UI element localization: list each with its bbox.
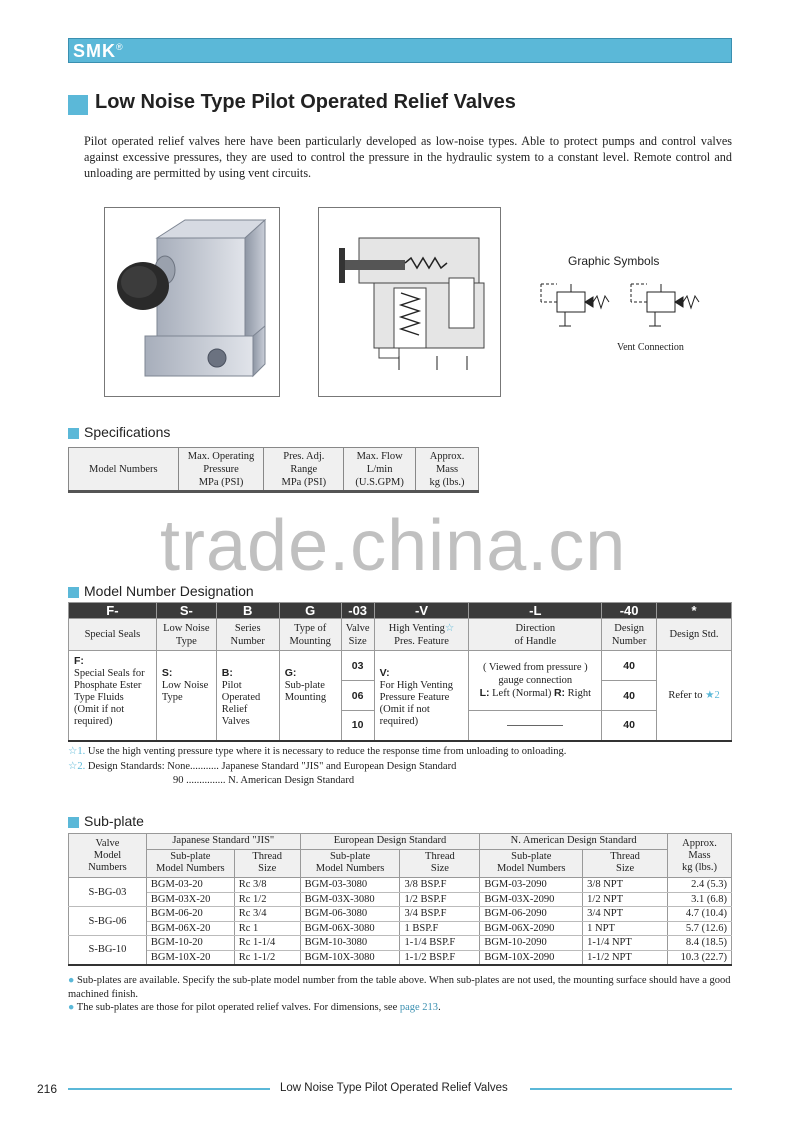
page-213-link[interactable]: page 213	[399, 1002, 439, 1013]
code-special-seals: F-	[69, 603, 157, 619]
hdr-na-model: Sub-plate Model Numbers	[480, 849, 583, 877]
subplate-marker	[68, 817, 79, 828]
design-number-3: 40	[602, 711, 657, 741]
subplate-table	[68, 833, 732, 966]
code-high-venting: -V	[374, 603, 469, 619]
footer-rule-left	[68, 1088, 270, 1090]
vent-connection-caption: Vent Connection	[617, 342, 684, 353]
design-number-1: 40	[602, 651, 657, 681]
hdr-low-noise: Low Noise Type	[156, 619, 216, 651]
graphic-symbols-title: Graphic Symbols	[568, 254, 660, 268]
cell-low-noise: S: Low Noise Type	[156, 651, 216, 741]
table-row: S-BG-06 BGM-06-20 Rc 3/4 BGM-06-3080 3/4 BSP.F BGM-06-2090 3/4 NPT 4.7 (10.4)	[69, 907, 732, 922]
hdr-design-number: Design Number	[602, 619, 657, 651]
hdr-handle: Direction of Handle	[469, 619, 602, 651]
hdr-eu-model: Sub-plate Model Numbers	[300, 849, 400, 877]
hdr-jis: Japanese Standard "JIS"	[146, 834, 300, 850]
hdr-valve-model: Valve Model Numbers	[69, 834, 147, 878]
specifications-heading: Specifications	[84, 424, 171, 440]
graphic-symbols-diagram	[535, 278, 715, 334]
watermark: trade.china.cn	[160, 506, 627, 586]
hdr-european: European Design Standard	[300, 834, 480, 850]
note-3: 90 ............... N. American Design Standard	[173, 775, 355, 786]
note-1: ☆1. Use the high venting pressure type where it is necessary to reduce the response time from unloading to onloading.	[68, 746, 567, 757]
cell-handle-none	[469, 711, 602, 741]
page-number: 216	[37, 1082, 58, 1096]
page-title: Low Noise Type Pilot Operated Relief Valves	[95, 91, 516, 113]
size-06: 06	[341, 681, 374, 711]
table-row: BGM-03X-20 Rc 1/2 BGM-03X-3080 1/2 BSP.F BGM-03X-2090 1/2 NPT 3.1 (6.8)	[69, 892, 732, 907]
subplate-note-1: ● Sub-plates are available. Specify the sub-plate model number from the table above. When sub-plates are not used, the mounting surface should have a good machined finish.	[68, 975, 731, 1000]
spec-col-mass: Approx. Mass kg (lbs.)	[416, 448, 479, 492]
code-design-number: -40	[602, 603, 657, 619]
hdr-valve-size: Valve Size	[341, 619, 374, 651]
spec-col-pres-range: Pres. Adj. Range MPa (PSI)	[264, 448, 344, 492]
size-10: 10	[341, 711, 374, 741]
section-drawing	[318, 207, 501, 397]
cell-handle-direction: ( Viewed from pressure ) gauge connection L: Left (Normal) R: Right	[469, 651, 602, 711]
hdr-special-seals: Special Seals	[69, 619, 157, 651]
spec-col-max-flow: Max. Flow L/min (U.S.GPM)	[344, 448, 416, 492]
cell-design-std: Refer to ★2	[657, 651, 732, 741]
note-2: ☆2. Design Standards: None........... Japanese Standard "JIS" and European Design Standard	[68, 761, 457, 772]
brand-logo: SMK®	[73, 41, 124, 61]
model-number-heading: Model Number Designation	[84, 583, 254, 599]
table-row: BGM-06X-20 Rc 1 BGM-06X-3080 1 BSP.F BGM-06X-2090 1 NPT 5.7 (12.6)	[69, 921, 732, 936]
hdr-high-venting: High Venting☆ Pres. Feature	[374, 619, 469, 651]
footer-rule-right	[530, 1088, 732, 1090]
product-photo	[104, 207, 280, 397]
footer-title: Low Noise Type Pilot Operated Relief Valves	[280, 1082, 508, 1094]
size-03: 03	[341, 651, 374, 681]
cell-series: B: Pilot Operated Relief Valves	[216, 651, 279, 741]
code-series: B	[216, 603, 279, 619]
code-valve-size: -03	[341, 603, 374, 619]
table-row: BGM-10X-20 Rc 1-1/2 BGM-10X-3080 1-1/2 BSP.F BGM-10X-2090 1-1/2 NPT 10.3 (22.7)	[69, 950, 732, 965]
hdr-mass: Approx. Mass kg (lbs.)	[668, 834, 732, 878]
hdr-design-std: Design Std.	[657, 619, 732, 651]
hdr-series: Series Number	[216, 619, 279, 651]
hdr-na-thread: Thread Size	[583, 849, 668, 877]
spec-table-bottom-rule	[68, 490, 479, 493]
hdr-jis-thread: Thread Size	[234, 849, 300, 877]
header-bar	[68, 38, 732, 63]
cell-special-seals: F: Special Seals for Phosphate Ester Type Fluids (Omit if not required)	[69, 651, 157, 741]
model-number-table	[68, 602, 732, 742]
hdr-eu-thread: Thread Size	[400, 849, 480, 877]
cell-high-venting: V: For High Venting Pressure Feature (Omit if not required)	[374, 651, 469, 741]
spec-col-model: Model Numbers	[69, 448, 179, 492]
title-marker	[68, 95, 88, 115]
table-row: S-BG-03 BGM-03-20 Rc 3/8 BGM-03-3080 3/8 BSP.F BGM-03-2090 3/8 NPT 2.4 (5.3)	[69, 878, 732, 893]
intro-paragraph: Pilot operated relief valves here have been particularly developed as low-noise types. Able to protect pumps and control valves against excessive pressures, they are used to control the pressure in the hydraulic system to a constant level. Remote control and unloading are permitted by using vent circuits.	[84, 134, 732, 180]
code-low-noise: S-	[156, 603, 216, 619]
model-number-marker	[68, 587, 79, 598]
spec-col-max-pressure: Max. Operating Pressure MPa (PSI)	[178, 448, 264, 492]
code-design-std: *	[657, 603, 732, 619]
design-number-2: 40	[602, 681, 657, 711]
hdr-jis-model: Sub-plate Model Numbers	[146, 849, 234, 877]
cell-mounting: G: Sub-plate Mounting	[279, 651, 341, 741]
subplate-heading: Sub-plate	[84, 813, 144, 829]
hdr-mounting: Type of Mounting	[279, 619, 341, 651]
table-row: S-BG-10 BGM-10-20 Rc 1-1/4 BGM-10-3080 1-1/4 BSP.F BGM-10-2090 1-1/4 NPT 8.4 (18.5)	[69, 936, 732, 951]
subplate-note-2: ● The sub-plates are those for pilot operated relief valves. For dimensions, see page 213.	[68, 1002, 441, 1013]
specifications-table	[68, 447, 479, 492]
hdr-n-american: N. American Design Standard	[480, 834, 668, 850]
specifications-marker	[68, 428, 79, 439]
code-mounting: G	[279, 603, 341, 619]
code-handle: -L	[469, 603, 602, 619]
